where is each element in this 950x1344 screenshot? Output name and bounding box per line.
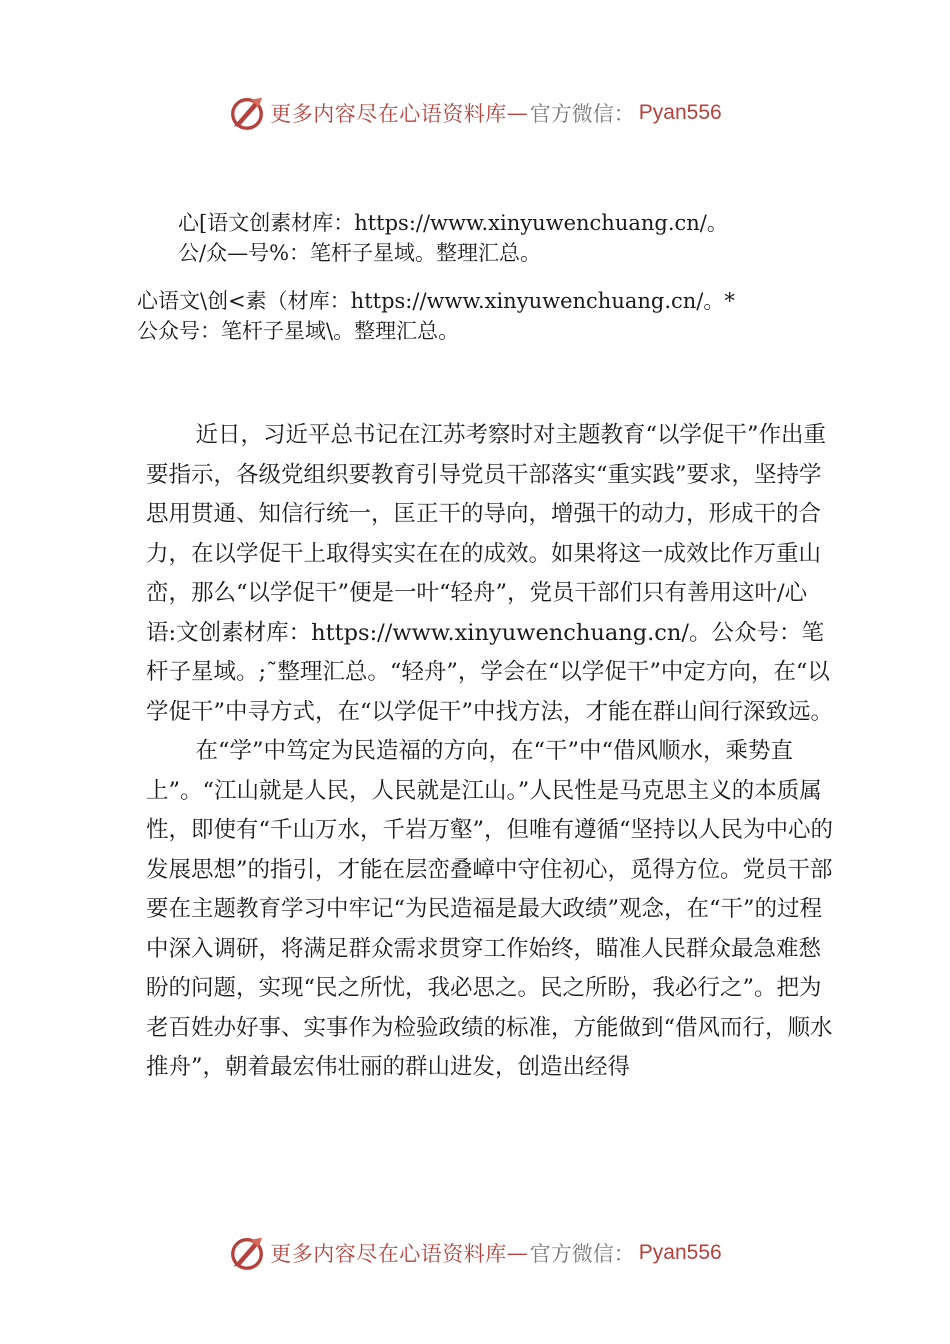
watermark-block-1 [178,208,898,268]
banner-wechat-label: 官方微信： [529,102,635,126]
paragraph: 在“学”中笃定为民造福的方向，在“干”中“借风顺水，乘势直上”。“江山就是人民，人民就是江山。”人民性是马克思主义的本质属性，即使有“千山万水，千岩万壑”，但唯有遵循“坚持以人民为中心的发展思想”的指引，才能在层峦叠嶂中守住初心，觅得方位。党员干部要在主题教育学习中牢记“为民造福是最大政绩”观念，在“干”的过程中深入调研，将满足群众需求贯穿工作始终，瞄准人民群众最急难愁盼的问题，实现“民之所忧，我必思之。民之所盼，我必行之”。把为老百姓办好事、实事作为检验政绩的标准，方能做到“借风而行，顺水推舟”，朝着最宏伟壮丽的群山进发，创造出经得 [146,738,834,1080]
watermark-block-2 [137,286,877,346]
banner-wechat-id: Pyan556 [638,101,722,124]
quill-logo-icon [228,1234,266,1272]
banner-text: 更多内容尽在心语资料库 [270,102,507,126]
banner-dash: — [506,101,528,125]
article-body [146,416,836,1088]
footer-banner [0,1228,950,1278]
banner-wechat-id: Pyan556 [638,1241,722,1264]
header-banner [0,88,950,138]
paragraph: 近日，习近平总书记在江苏考察时对主题教育“以学促干”作出重要指示，各级党组织要教育引导党员干部落实“重实践”要求，坚持学思用贯通、知信行统一，匡正干的导向，增强干的动力，形成干的合力，在以学促干上取得实实在在的成效。如果将这一成效比作万重山峦，那么“以学促干”便是一叶“轻舟”，党员干部们只有善用这叶/心语:文创素材库：https://www.xinyuwenchuang.cn/。公众号：笔杆子星域。;˜整理汇总。“轻舟”，学会在“以学促干”中定方向，在“以学促干”中寻方式，在“以学促干”中找方法，才能在群山间行深致远。 [146,422,834,725]
watermark-line: 心语文\创<素（材库：https://www.xinyuwenchuang.cn/。* [137,289,735,313]
watermark-line: 公众号：笔杆子星域\。整理汇总。 [137,319,460,343]
banner-text: 更多内容尽在心语资料库 [270,1242,507,1266]
quill-logo-icon [228,94,266,132]
watermark-line: 公/众—号%：笔杆子星域。整理汇总。 [178,241,542,265]
watermark-line: 心[语文创素材库：https://www.xinyuwenchuang.cn/。 [178,211,728,235]
banner-dash: — [506,1241,528,1265]
banner-wechat-label: 官方微信： [529,1242,635,1266]
